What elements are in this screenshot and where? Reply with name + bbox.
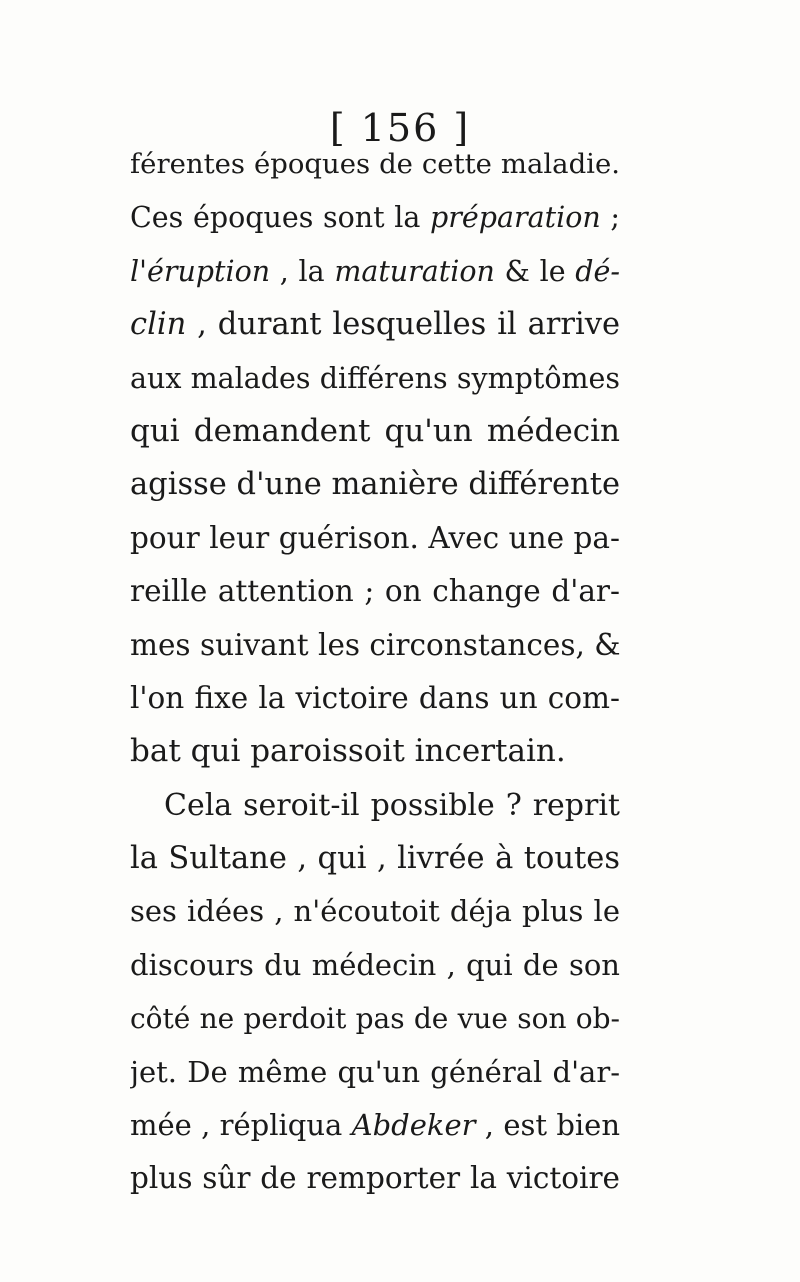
- text-line-3: [130, 245, 620, 298]
- text-line-16: discours du médecin , qui de son: [130, 947, 620, 982]
- text-line-11: l'on fixe la victoire dans un com-: [130, 680, 620, 715]
- text-line-7: agisse d'une manière différente: [130, 467, 620, 503]
- text-line-8: pour leur guérison. Avec une pa-: [130, 520, 620, 555]
- italic-word-declin-part1: dé-: [575, 254, 620, 288]
- text-line-2: [130, 191, 620, 244]
- text-line-18: jet. De même qu'un général d'ar-: [130, 1054, 620, 1089]
- text-line-5: aux malades différens symptômes: [130, 361, 620, 395]
- line-4-text-end: , durant lesquelles il arrive: [186, 307, 620, 343]
- text-line-17: côté ne perdoit pas de vue son ob-: [130, 1002, 620, 1036]
- italic-word-maturation: maturation: [334, 254, 495, 288]
- line-19-text-start: mée , répliqua: [130, 1108, 352, 1143]
- text-line-15: ses idées , n'écoutoit déja plus le: [130, 894, 620, 929]
- page-number: [ 156 ]: [329, 106, 471, 150]
- text-line-13: Cela seroit-il possible ? reprit: [164, 787, 620, 823]
- line-19-text-end: , est bien: [475, 1108, 620, 1143]
- italic-word-declin-part2: clin: [130, 307, 187, 343]
- text-line-19: [130, 1099, 620, 1152]
- line-3-text-mid: , la: [270, 254, 335, 288]
- italic-word-preparation: préparation: [430, 201, 601, 235]
- text-line-1: férentes époques de cette maladie.: [130, 148, 620, 180]
- line-3-text-after: & le: [494, 254, 576, 288]
- line-2-text-end: ;: [600, 201, 620, 235]
- text-line-6: qui demandent qu'un médecin: [130, 412, 620, 449]
- text-line-10: mes suivant les circonstances, &: [130, 627, 620, 662]
- line-2-text-start: Ces époques sont la: [130, 201, 431, 235]
- text-line-12: bat qui paroissoit incertain.: [130, 733, 566, 770]
- italic-word-eruption: l'éruption: [130, 254, 271, 288]
- italic-name-abdeker: Abdeker: [351, 1108, 476, 1143]
- body-text: [130, 138, 620, 1206]
- text-line-20: plus sûr de remporter la victoire: [130, 1161, 620, 1196]
- text-line-9: reille attention ; on change d'ar-: [130, 574, 620, 609]
- text-line-4: [130, 298, 620, 351]
- text-line-14: la Sultane , qui , livrée à toutes: [130, 841, 620, 877]
